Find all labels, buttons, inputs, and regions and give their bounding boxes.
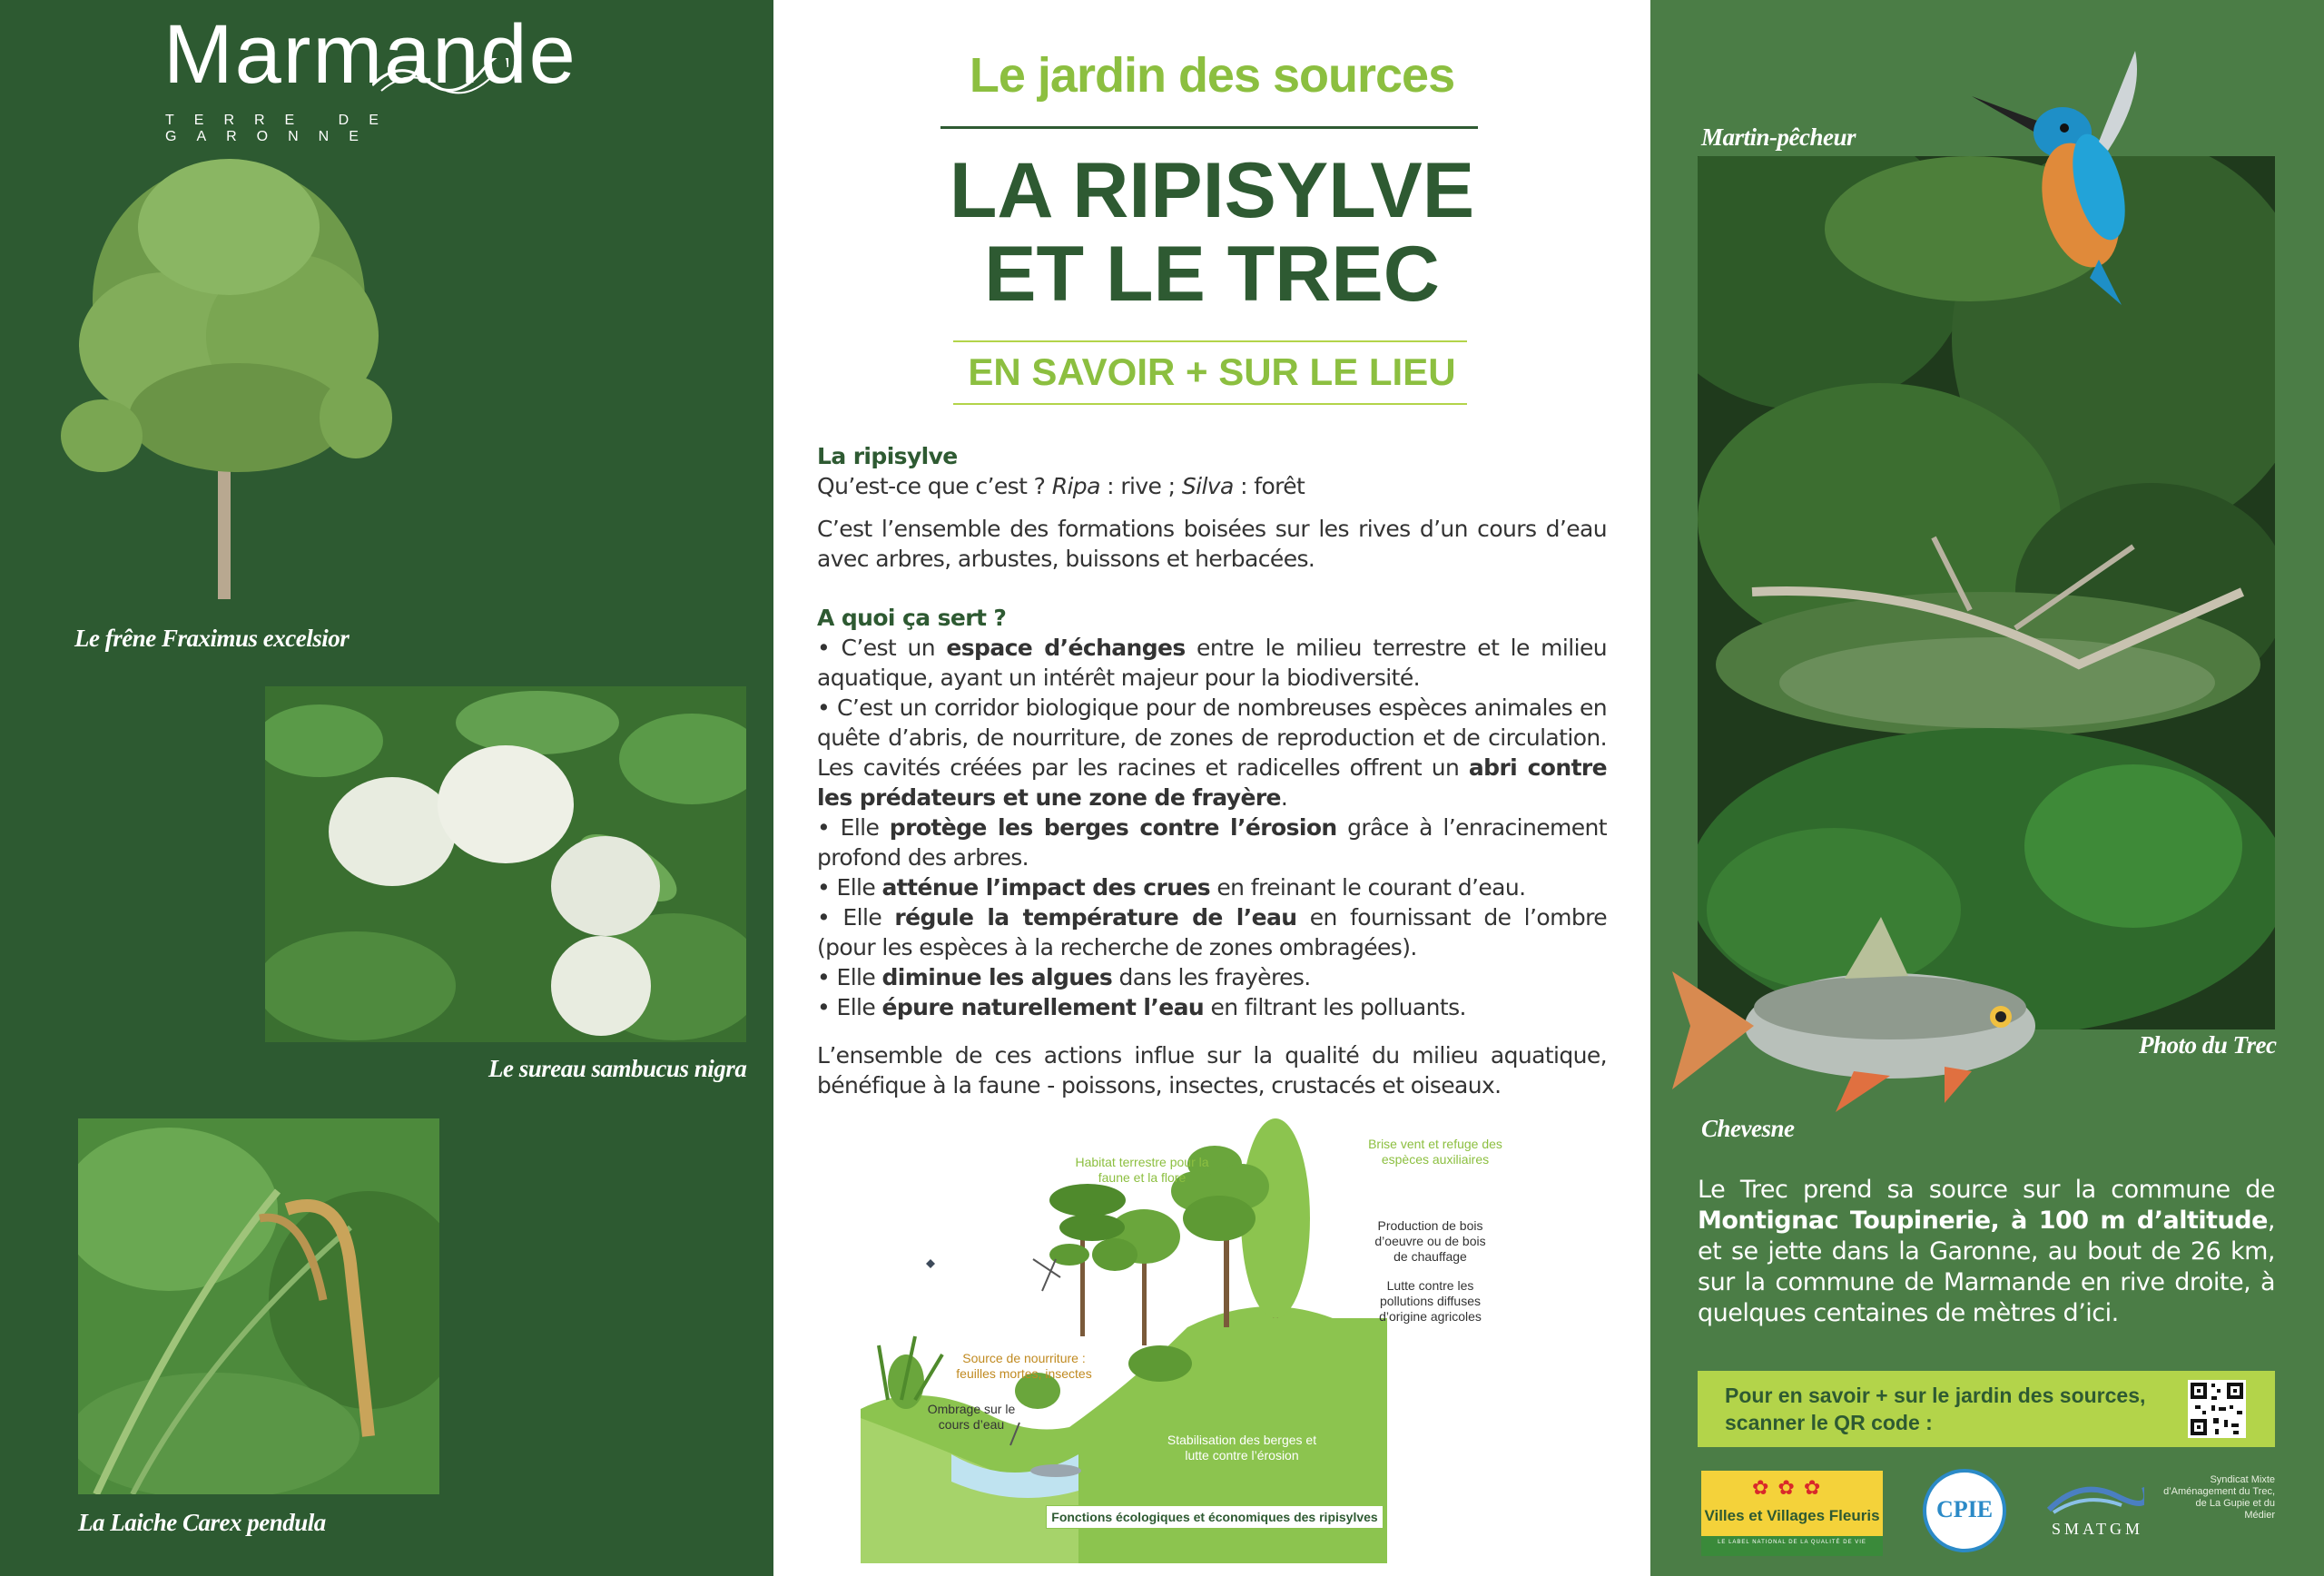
syndicat-label: Syndicat Mixte d’Aménagement du Trec, de La Gupie et du Médier xyxy=(2163,1474,2275,1521)
main-title xyxy=(773,149,1650,316)
center-panel xyxy=(773,0,1650,1576)
sedge-photo xyxy=(78,1118,439,1494)
ripisylve-diagram xyxy=(861,1109,1569,1563)
label-lutte: Lutte contre les pollutions diffuses d’origine agricoles xyxy=(1379,1278,1482,1324)
flower-icons: ✿✿✿ xyxy=(1752,1476,1830,1499)
diagram-caption: Fonctions écologiques et économiques des ripisylves xyxy=(1046,1505,1384,1529)
ash-tree-image xyxy=(47,145,401,608)
savoir-heading: EN SAVOIR + SUR LE LIEU xyxy=(968,350,1456,393)
cpie-logo xyxy=(1923,1469,2006,1552)
caption-sureau: Le sureau sambucus nigra xyxy=(488,1055,747,1082)
logo-tagline: TERRE DE GARONNE xyxy=(165,113,399,144)
label-ombrage: Ombrage sur le cours d’eau xyxy=(927,1402,1016,1432)
bullet-2: • C’est un corridor biologique pour de nombreuses espèces animales en quête d’abris, de nourriture, de zones de reproduction et de circulation. Les cavités créées par les racines et radicelles offrent un abri contre les prédateurs et une zone de frayère. xyxy=(817,694,1608,811)
villes-label: Villes et Villages Fleuris xyxy=(1704,1507,1880,1524)
bullet-5: • Elle régule la température de l’eau en fournissant de l’ombre (pour les espèces à la recherche de zones ombragées). xyxy=(817,904,1607,960)
label-stabilisation: Stabilisation des berges et lutte contre l’érosion xyxy=(1167,1433,1317,1463)
divider-top xyxy=(940,126,1478,129)
bullet-7: • Elle épure naturellement l’eau en filtrant les polluants. xyxy=(817,994,1466,1020)
smatgm-logo xyxy=(2044,1473,2275,1545)
caption-martin: Martin-pêcheur xyxy=(1701,123,1856,151)
divider-savoir-bottom xyxy=(953,403,1467,405)
title-line-1: LA RIPISYLVE xyxy=(949,147,1475,234)
usage-heading: A quoi ça sert ? xyxy=(817,605,1007,631)
villes-sublabel: LE LABEL NATIONAL DE LA QUALITÉ DE VIE xyxy=(1718,1540,1866,1545)
logo-wave-icon xyxy=(372,58,508,94)
kingfisher-image xyxy=(1963,42,2144,305)
label-production: Production de bois d’oeuvre ou de bois de chauffage xyxy=(1374,1218,1486,1264)
caption-laiche: La Laiche Carex pendula xyxy=(78,1509,326,1536)
qr-code-icon[interactable] xyxy=(2188,1380,2246,1438)
ripisylve-heading: La ripisylve xyxy=(817,443,958,469)
ripisylve-definition: C’est l’ensemble des formations boisées sur les rives d’un cours d’eau avec arbres, arbustes, buissons et herbacées. xyxy=(817,516,1607,572)
bullet-6: • Elle diminue les algues dans les frayères. xyxy=(817,964,1311,990)
label-source: Source de nourriture : feuilles mortes, insectes xyxy=(956,1351,1092,1381)
ripisylve-question: Qu’est-ce que c’est ? Ripa : rive ; Silva : forêt xyxy=(817,473,1305,499)
cpie-label: CPIE xyxy=(1935,1496,1994,1522)
marmande-logo xyxy=(163,8,590,144)
ripisylve-section xyxy=(817,441,1607,574)
qr-text: Pour en savoir + sur le jardin des sources, scanner le QR code : xyxy=(1725,1384,2146,1434)
usage-section xyxy=(817,603,1607,1100)
bullet-3: • Elle protège les berges contre l’érosion grâce à l’enracinement profond des arbres. xyxy=(817,814,1608,871)
elder-photo xyxy=(265,686,746,1042)
title-line-2: ET LE TREC xyxy=(984,231,1440,318)
bullet-1: • C’est un espace d’échanges entre le milieu terrestre et le milieu aquatique, ayant un intérêt majeur pour la biodiversité. xyxy=(817,635,1607,691)
villes-fleuris-logo xyxy=(1701,1471,1883,1556)
trec-description: Le Trec prend sa source sur la commune de Montignac Toupinerie, à 100 m d’altitude, et se jette dans la Garonne, au bout de 26 km, sur la commune de Marmande en rive droite, à quelques centaines de mètres d’ici. xyxy=(1698,1176,2275,1327)
caption-frene: Le frêne Fraximus excelsior xyxy=(74,625,350,652)
caption-photo: Photo du Trec xyxy=(2139,1031,2277,1059)
smatgm-label: SMATGM xyxy=(2052,1520,2144,1538)
diagram-illustration xyxy=(861,1109,1569,1563)
wave-logo-icon xyxy=(2044,1478,2144,1514)
label-brise: Brise vent et refuge des espèces auxiliaires xyxy=(1368,1137,1502,1167)
usage-conclusion: L’ensemble de ces actions influe sur la qualité du milieu aquatique, bénéfique à la faune - poissons, insectes, crustacés et oiseaux. xyxy=(817,1042,1607,1098)
logo-name: Marmande xyxy=(163,8,577,101)
subtitle: Le jardin des sources xyxy=(969,48,1455,103)
right-panel xyxy=(1650,0,2324,1576)
caption-chevesne: Chevesne xyxy=(1701,1115,1795,1142)
chub-fish-image xyxy=(1672,917,2072,1117)
bullet-4: • Elle atténue l’impact des crues en freinant le courant d’eau. xyxy=(817,874,1526,901)
label-habitat: Habitat terrestre pour la faune et la flore xyxy=(1075,1155,1209,1185)
divider-savoir-top xyxy=(953,340,1467,342)
qr-box xyxy=(1698,1371,2275,1447)
left-panel xyxy=(0,0,773,1576)
